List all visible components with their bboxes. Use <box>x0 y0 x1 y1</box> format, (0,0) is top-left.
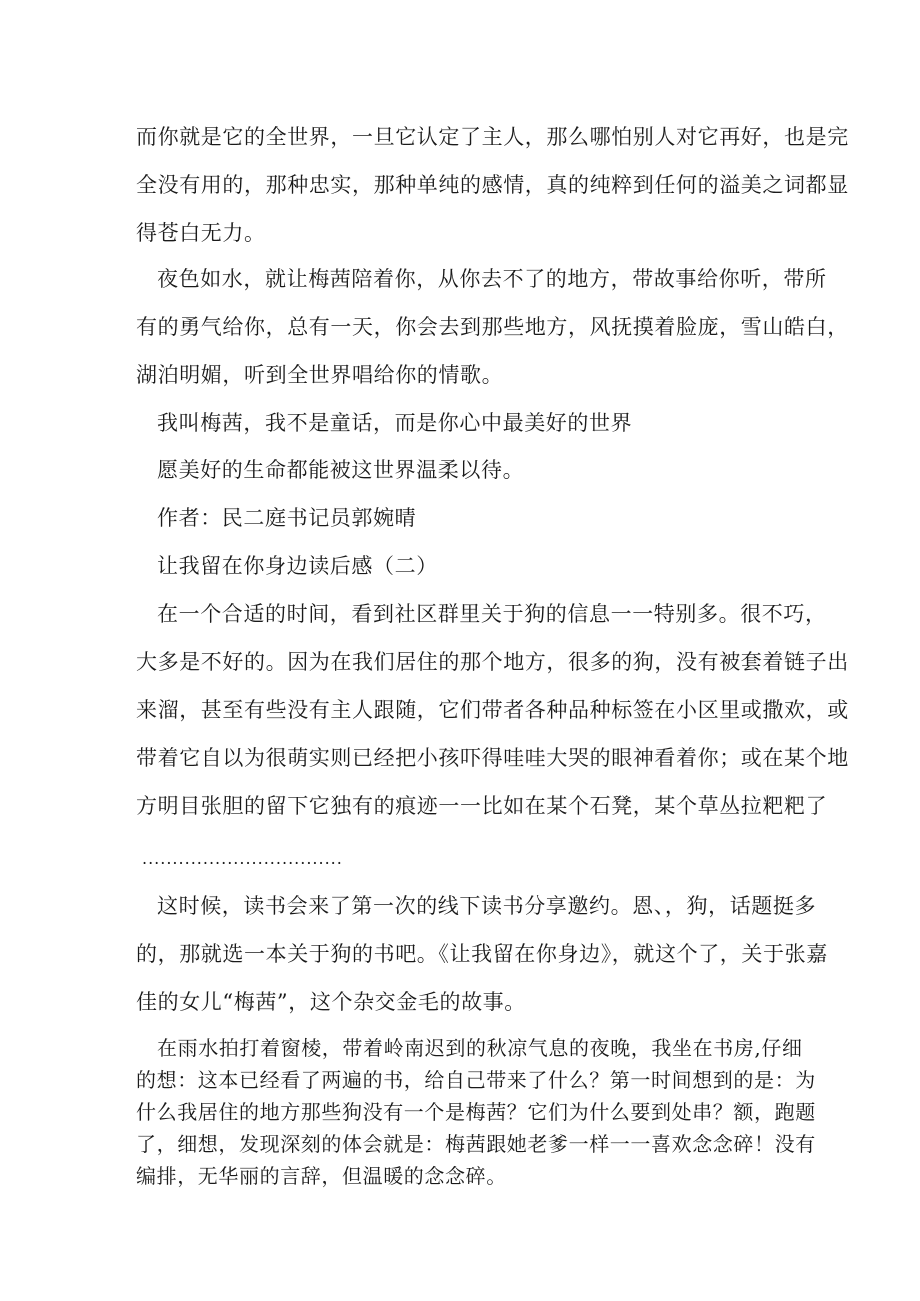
paragraph-5 <box>136 590 849 830</box>
text-line: 我叫梅茜，我不是童话，而是你心中最美好的世界 <box>157 411 633 435</box>
text-line: 什么我居住的地方那些狗没有一个是梅茜？它们为什么要到处串？额，跑题 <box>136 1100 816 1124</box>
text-line: 在一个合适的时间，看到社区群里关于狗的信息一一特别多。很不巧， <box>157 602 827 626</box>
text-line: 编排，无华丽的言辞，但温暖的念念碎。 <box>136 1164 507 1188</box>
paragraph-3 <box>136 399 786 447</box>
text-line: 了，细想，发现深刻的体会就是：梅茜跟她老爹一样一一喜欢念念碎！没有 <box>136 1132 816 1156</box>
text-line: 佳的女儿“梅茜”，这个杂交金毛的故事。 <box>136 990 526 1014</box>
text-line: 让我留在你身边读后感（二） <box>157 554 438 578</box>
paragraph-7 <box>136 1032 816 1192</box>
text-line: 的想：这本已经看了两遍的书，给自己带来了什么？第一时间想到的是：为 <box>136 1068 816 1092</box>
author-line <box>136 494 786 542</box>
text-line: 愿美好的生命都能被这世界温柔以待。 <box>157 458 525 482</box>
text-line: 的，那就选一本关于狗的书吧。《让我留在你身边》，就这个了，关于张嘉 <box>136 942 828 966</box>
paragraph-2 <box>136 255 849 399</box>
text-line: 全没有用的，那种忠实，那种单纯的感情，真的纯粹到任何的溢美之词都显 <box>136 173 849 197</box>
text-line: 而你就是它的全世界，一旦它认定了主人，那么哪怕别人对它再好，也是完 <box>136 125 849 149</box>
paragraph-4 <box>136 446 786 494</box>
text-line: 湖泊明媚，听到全世界唱给你的情歌。 <box>136 363 504 387</box>
section-title <box>136 542 786 590</box>
paragraph-6 <box>136 882 828 1026</box>
text-line: 方明目张胆的留下它独有的痕迹一一比如在某个石凳，某个草丛拉粑粑了 <box>136 794 828 818</box>
text-line: 大多是不好的。因为在我们居住的那个地方，很多的狗，没有被套着链子出 <box>136 650 849 674</box>
paragraph-1 <box>136 113 849 257</box>
text-line: 在雨水拍打着窗棱，带着岭南迟到的秋凉气息的夜晚，我坐在书房,仔细 <box>157 1036 803 1060</box>
text-line: 作者：民二庭书记员郭婉晴 <box>157 506 417 530</box>
text-line: 这时候，读书会来了第一次的线下读书分享邀约。恩、，狗，话题挺多 <box>157 894 817 918</box>
text-line: 夜色如水，就让梅茜陪着你，从你去不了的地方，带故事给你听，带所 <box>157 267 827 291</box>
text-line: 带着它自以为很萌实则已经把小孩吓得哇哇大哭的眼神看着你；或在某个地 <box>136 746 849 770</box>
text-line: 得苍白无力。 <box>136 221 266 245</box>
ellipsis-dots: ................................. <box>142 849 343 868</box>
text-line: 有的勇气给你，总有一天，你会去到那些地方，风抚摸着脸庞，雪山皓白， <box>136 315 849 339</box>
text-line: 来溜，甚至有些没有主人跟随，它们带者各种品种标签在小区里或撒欢，或 <box>136 698 849 722</box>
